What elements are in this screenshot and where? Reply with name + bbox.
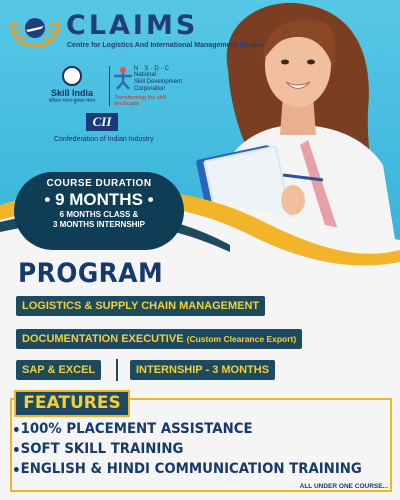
features-heading: FEATURES [14, 390, 130, 417]
nsdc-acronym: N·S·D·C [134, 66, 171, 72]
course-duration-badge [14, 172, 184, 250]
nsdc-name-3: Corporation [134, 86, 166, 92]
brand-name: CLAIMS [66, 10, 199, 41]
nsdc-name-2: Skill Development [134, 79, 183, 85]
program-item-sap-excel: SAP & EXCEL [16, 360, 101, 380]
course-duration-title: COURSE DURATION [46, 178, 152, 189]
feature-text: 100% PLACEMENT ASSISTANCE [20, 421, 253, 437]
cii-name: Confederation of Indian Industry [54, 136, 154, 143]
skill-india-title: Skill India [50, 88, 93, 98]
bullet-icon [14, 447, 19, 452]
course-detail-1: 6 MONTHS CLASS & [59, 210, 139, 219]
footer-note: ALL UNDER ONE COURSE... [299, 483, 388, 490]
program-item-documentation [16, 329, 302, 349]
nsdc-logo [112, 66, 192, 107]
course-months: • 9 MONTHS • [44, 190, 154, 209]
course-detail-2: 3 MONTHS INTERNSHIP [52, 220, 145, 229]
logo-divider [109, 66, 110, 106]
bullet-icon [14, 467, 19, 472]
program-heading: PROGRAM [18, 258, 164, 289]
program-item-documentation-main: DOCUMENTATION EXECUTIVE [22, 333, 184, 345]
feature-text: ENGLISH & HINDI COMMUNICATION TRAINING [20, 461, 362, 477]
skill-india-tagline: कौशल भारत-कुशल भारत [48, 98, 96, 104]
nsdc-name-1: National [134, 72, 157, 78]
cii-logo: CII [86, 113, 118, 131]
nsdc-tagline: Transforming the skill landscape [114, 95, 166, 107]
feature-item [14, 461, 362, 477]
nsdc-figure-icon [112, 66, 134, 90]
laurel-emblem-icon [8, 10, 62, 50]
feature-text: SOFT SKILL TRAINING [20, 441, 184, 457]
bullet-icon [14, 427, 19, 432]
brand-subtitle: Centre for Logistics And International Management Studies [67, 42, 265, 49]
skill-india-logo [38, 66, 106, 104]
skill-india-icon [62, 66, 82, 86]
feature-item [14, 441, 183, 457]
program-divider [116, 359, 118, 381]
program-item-documentation-sub: (Custom Clearance Export) [186, 334, 297, 344]
feature-item [14, 421, 253, 437]
program-item-logistics: LOGISTICS & SUPPLY CHAIN MANAGEMENT [16, 296, 265, 316]
program-item-internship: INTERNSHIP - 3 MONTHS [130, 360, 275, 380]
